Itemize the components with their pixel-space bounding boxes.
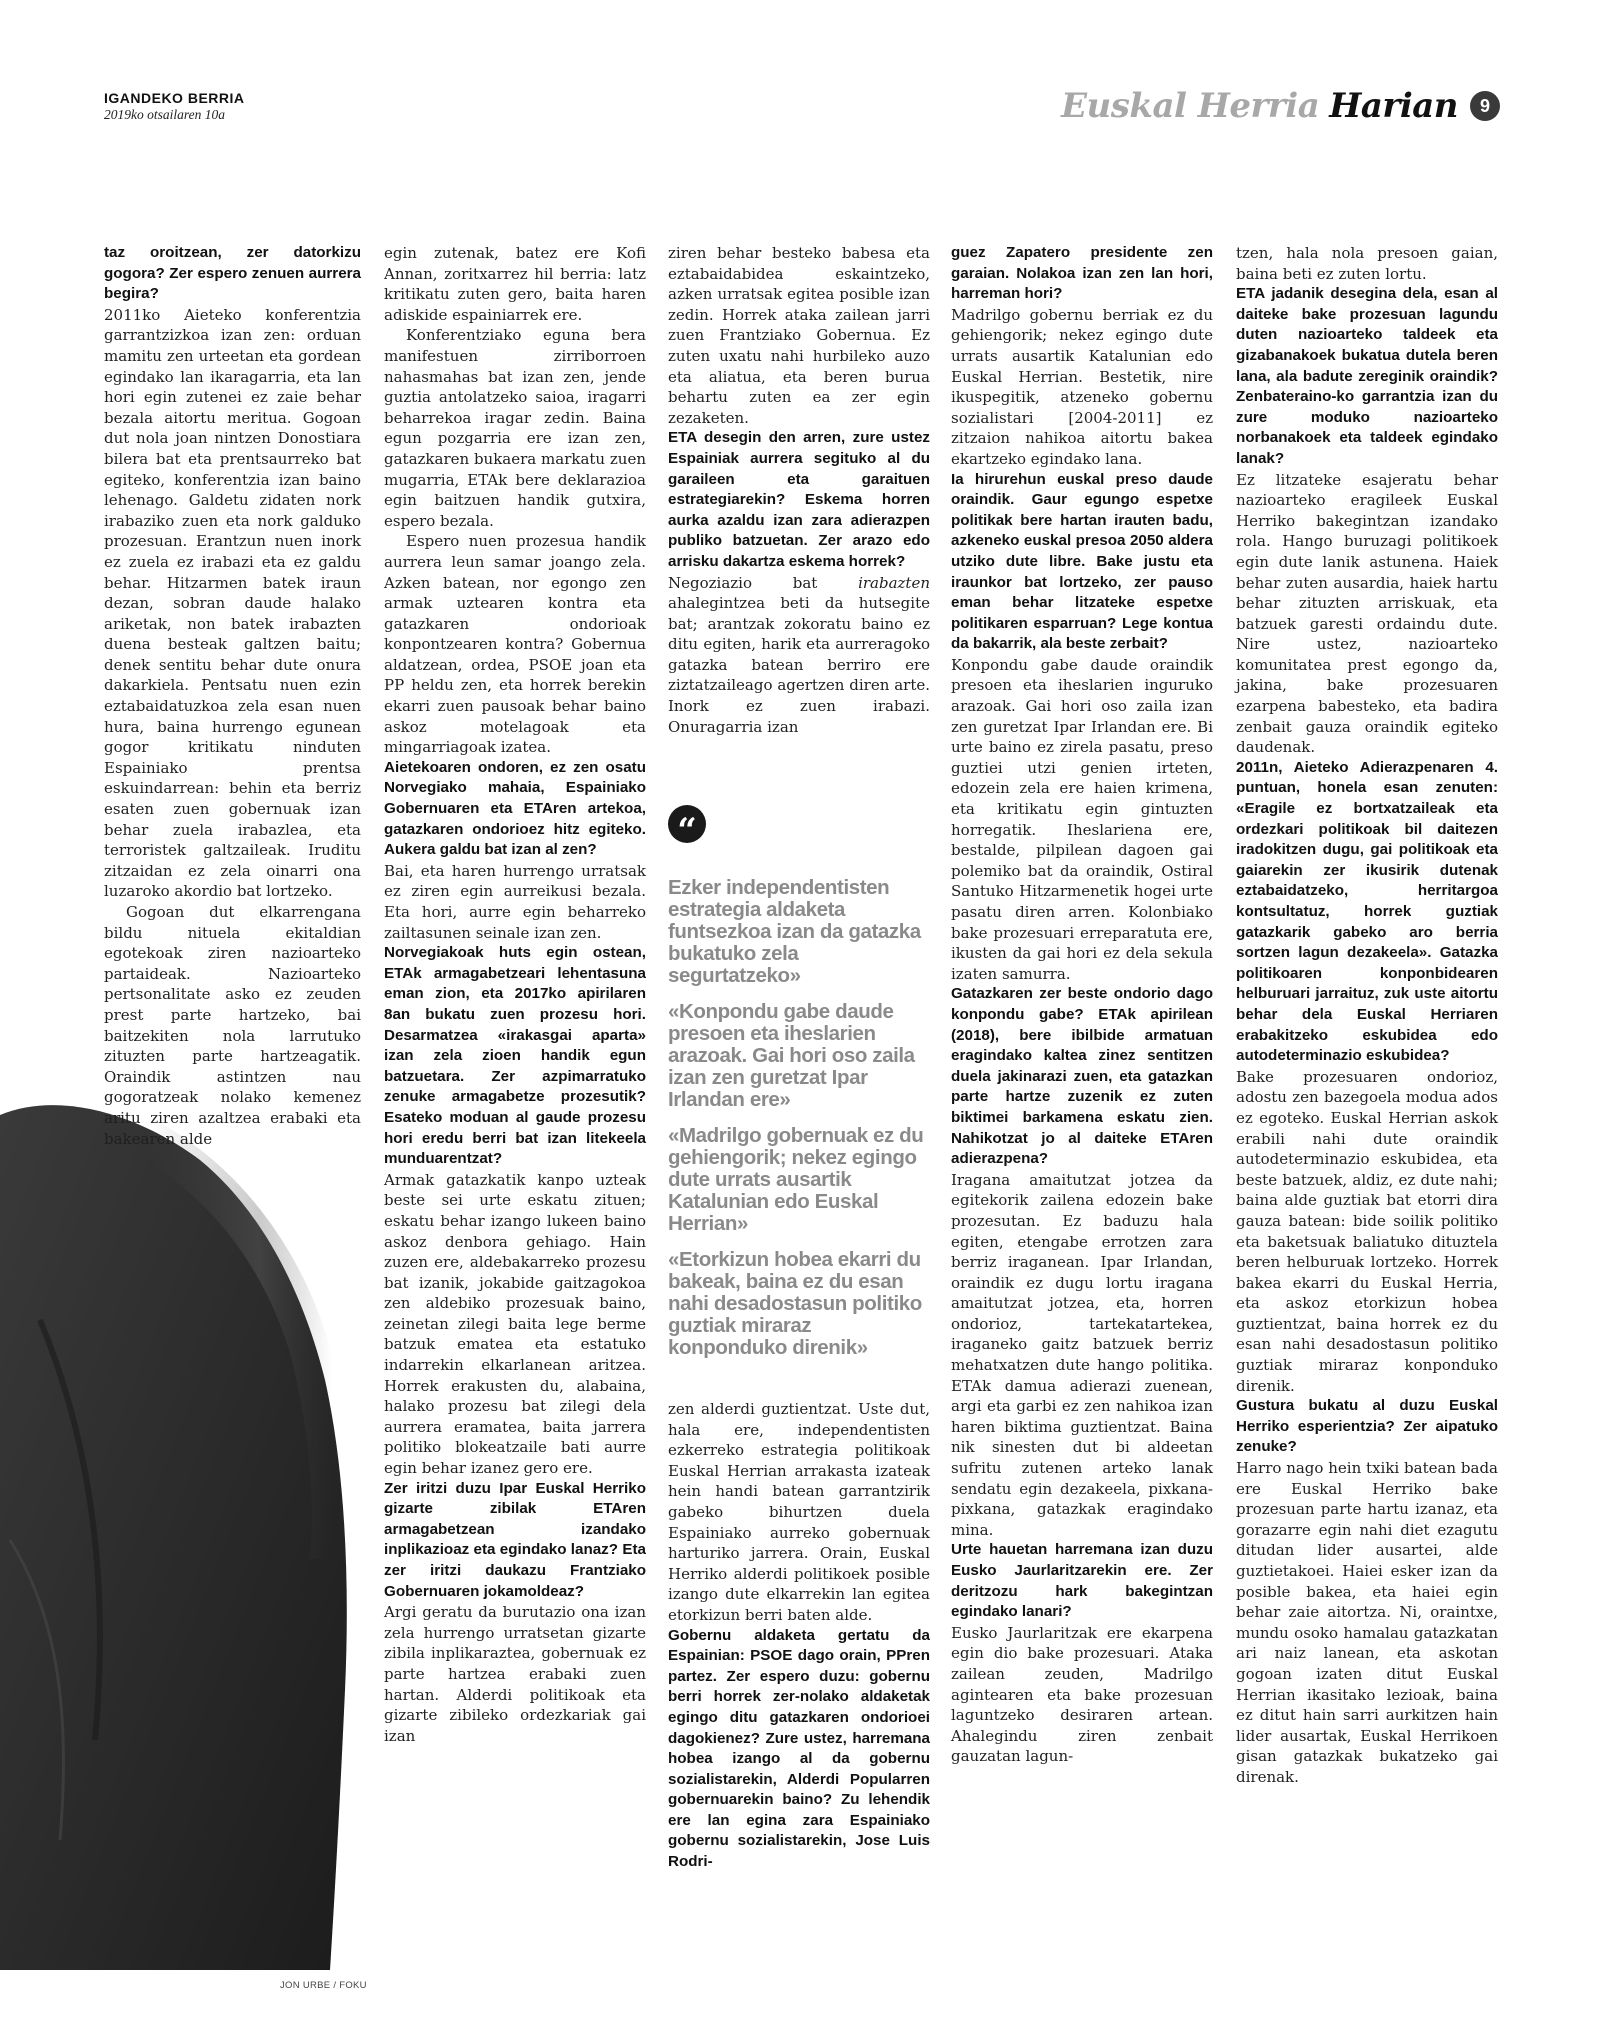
interview-question: Gatazkaren zer beste ondorio dago konpondu gabe? ETAk apirilean (2018), bere ibilbide armatuan eragindako kaltea zinez sentitzen duela jakinarazi zuen, eta gatazkan parte hartze zuzenik ez zuten biktimei barkamena eskatu zien. Nahikotzat jo al daiteke ETAren adierazpena?: [951, 985, 1213, 1168]
answer-paragraph: ziren behar besteko babesa eta eztabaidabidea eskaintzeko, azken urratsak egitea posible izan zedin. Horrek ataka zailean jarri zuen Frantziako Gobernua. Ez zuten uxatu nahi hurbileko auzo eta aliatua, eta beren burua behartu zuten ea zer egin zezaketen.: [668, 244, 930, 427]
answer-paragraph: Eusko Jaurlaritzak ere ekarpena egin dio bake prozesuari. Ataka zailean zeuden, Madrilgo agintearen eta bake prozesuan laguntzeko desiraren artean. Ahalegindu ziren zenbait gauzatan lagun-: [951, 1623, 1213, 1766]
text-run: Negoziazio bat: [668, 573, 859, 592]
answer-paragraph: Harro nago hein txiki batean bada ere Euskal Herriko bake prozesuan parte hartu izanaz, eta gorazarre egin nahi diet ezagutu ditudan lider ausartei, alde guztietakoei. Haiei esker izan da posible bakea, eta haiei egin behar zaie aitortza. Ni, oraintxe, mundu osoko hamalau gatazkatan ari naiz lanean, eta askotan gogoan izaten ditut Euskal Herrian ikasitako lezioak, baina ez ditut hain sarri aurkitzen hain lider ausartak, Euskal Herrikoen gisan gatazkak bukatzeko gai direnak.: [1236, 1459, 1498, 1786]
answer-paragraph: Iragana amaitutzat jotzea da egitekorik zailena edozein bake prozesutan. Ez baduzu hala egiten, etengabe errotzen zara berriz iraganean. Ipar Irlandan, oraindik ez dugu lortu iragana amaitutzat jotzea, eta, horren ondorioz, tartekatartekea, iraganeko gaitz batzuek berriz mehatxatzen dute hango politika. ETAk damua adierazi zuenean, argi eta garbi ez zen nahikoa izan haren biktima guztientzat. Baina nik sinesten dut bi aldeetan sufritu zutenen arteko lanak sendatu egin dezakeela, pixkana-pixkana, gatazkak eragindako mina.: [951, 1170, 1213, 1539]
section-header: [1061, 86, 1500, 126]
pull-quote: «Madrilgo gobernuak ez du gehiengorik; nekez egingo dute urrats ausartik Katalunian edo Euskal Herrian»: [668, 1124, 924, 1235]
answer-paragraph: Ez litzateke esajeratu behar nazioarteko eragileek Euskal Herriko bakegintzan izandako rola. Hango buruzagi politikoek egin dute lanik astunena. Haiek behar zuten ausardia, haiek hartu behar zituzten arriskuak, eta batzuek garesti ordaindu dute. Nire ustez, nazioarteko komunitatea prest egongo da, jakina, bake prozesuaren ezarpena babesteko, eta badira zenbait gauza oraindik egiteko daudenak.: [1236, 470, 1498, 757]
text-column-2: [384, 243, 646, 1746]
answer-paragraph: Konpondu gabe daude oraindik presoen eta iheslarien inguruko arazoak. Gai hori oso zaila izan zen guretzat Ipar Irlandan ere. Bi urte baino ez zirela pasatu, preso guztiei utzi genien irteten, edozein zela ere haien krimena, eta kritikatu egin gintuzten horregatik. Iheslariena ere, bestalde, pilpilean dagoen gai polemiko bat da oraindik, Ostiral Santuko Hitzarmenetik hogei urte pasatu diren arren. Kolonbiako bake prozesuari erreparatuta ere, ikusten da gai hori ez dela sekula izaten samurra.: [951, 655, 1213, 983]
interview-question: ETA jadanik desegina dela, esan al daiteke bake prozesuan lagundu duten nazioarteko taldeek eta gizabanakoek bukatua dutela beren lana, ala badute zereginik oraindik? Zenbateraino-ko garrantzia izan du zure moduko nazioarteko norbanakoek eta taldeek egindako lanak?: [1236, 285, 1498, 467]
interview-question: Urte hauetan harremana izan duzu Eusko Jaurlaritzarekin ere. Zer deritzozu hark bakegintzan egindako lanari?: [951, 1541, 1213, 1621]
answer-paragraph: egin zutenak, batez ere Kofi Annan, zoritxarrez hil berria: latz kritikatu zuten gero, baita haren adiskide espainiarrek ere.: [384, 244, 646, 324]
interview-question: taz oroitzean, zer datorkizu gogora? Zer espero zenuen aurrera begira?: [104, 244, 361, 303]
answer-paragraph: [668, 573, 930, 738]
interview-question: Gustura bukatu al duzu Euskal Herriko esperientzia? Zer aipatuko zenuke?: [1236, 1397, 1498, 1456]
text-column-5: [1236, 243, 1498, 1788]
interview-question: ETA desegin den arren, zure ustez Espainiak aurrera segituko al du garaileen eta garaituen estrategiarekin? Eskema horren aurka azaldu izan zara adierazpen publiko batzuetan. Zer arazo edo arrisku dakartza eskema horrek?: [668, 429, 930, 570]
text-column-1: [104, 243, 361, 1149]
interview-question: Ia hirurehun euskal preso daude oraindik. Gaur egungo espetxe politikak bere hartan irauten badu, azkeneko euskal presoa 2050 aldera utziko dute libre. Bake justu eta iraunkor bat lortzeko, zer pauso eman behar litzateke espetxe politikaren esparruan? Lege kontua da bakarrik, ala beste zerbait?: [951, 470, 1213, 653]
pull-quote-block: [668, 805, 930, 1373]
answer-paragraph: zen alderdi guztientzat. Uste dut, hala ere, independentisten ezkerreko estrategia politikoak Euskal Herrian arrakasta izateak hein handi batean garrantzirik gabeko bihurtzen duela Espainiako aurreko gobernuak harturiko jarrera. Orain, Euskal Herriko alderdi politikoek posible izango dute elkarrekin lan egitea etorkizun berri baten alde.: [668, 1400, 930, 1624]
photo-credit: JON URBE / FOKU: [280, 1980, 367, 1991]
italic-term: irabazten: [858, 573, 930, 592]
photo-shoulder-silhouette: [0, 1020, 370, 1970]
text-column-4: [951, 243, 1213, 1767]
answer-paragraph: Madrilgo gobernu berriak ez du gehiengorik; nekez egingo dute urrats ausartik Katalunian edo Euskal Herrian. Bestetik, nire ikuspegitik, atzeneko gobernu sozialistari [2004-2011] ez zitzaion nahikoa aitortu bakea ekartzeko egindako lana.: [951, 305, 1213, 468]
interview-question: Norvegiakoak huts egin ostean, ETAk armagabetzeari lehentasuna eman zion, eta 2017ko apirilaren 8an bukatu zuen prozesu hori. Desarmatzea «irakasgai aparta» izan zela zioen handik egun batzuetara. Zer azpimarratuko zenuke armagabetze prozesutik? Esateko moduan al gaude prozesu hori eredu berri bat izan litekeela munduarentzat?: [384, 944, 646, 1168]
section-title-light: Euskal Herria: [1061, 86, 1320, 126]
answer-paragraph: Konferentziako eguna bera manifestuen zirriborroen nahasmahas bat izan zen, jende guztia antolatzeko saioa, iragarri beharrekoa iragar zedin. Baina egun pozgarria ere izan zen, gatazkaren bukaera markatu zuen mugarria, ETAk bere deklarazioa egin baitzuen handik gutxira, espero bezala.: [384, 326, 646, 530]
text-column-3: [668, 243, 930, 737]
answer-paragraph: Espero nuen prozesua handik aurrera leun samar joango zela. Azken batean, nor egongo zen armak uztearen kontra eta gatazkaren ondorioak konpontzearen kontra? Gobernua aldatzean, ordea, PSOE joan eta PP heldu zen, eta horrek berekin ekarri zuen pausoak behar baino askoz motelagoak eta mingarriagoak izatea.: [384, 532, 646, 757]
answer-paragraph: Gogoan dut elkarrengana bildu nituela ekitaldian egotekoak ziren nazioarteko partaideak. Nazioarteko pertsonalitate asko ez zeuden prest parte hartzeko, bai baitzekiten nola larrutuko zituzten parte hartzeagatik. Oraindik astintzen nau gogoratzeak nolako kemenez aritu ziren azaltzea erabaki eta bakearen alde: [104, 903, 361, 1148]
interview-question: Aietekoaren ondoren, ez zen osatu Norvegiako mahaia, Espainiako Gobernuaren eta ETAren artekoa, gatazkaren ondorioez hitz egiteko. Aukera galdu bat izan al zen?: [384, 758, 646, 859]
publication-date: 2019ko otsailaren 10a: [104, 107, 225, 122]
text-run: ahalegintzea beti da hutsegite bat; arantzak zokoratu baino ez ditu egiten, harik eta aurreragoko gatazka batean berriro ere ziztatzaileago agertzen diren arte. Inork ez zuen irabazi. Onuragarria izan: [668, 594, 930, 736]
pull-quote: «Etorkizun hobea ekarri du bakeak, baina ez du esan nahi desadostasun politiko guztiak miraraz konponduko direnik»: [668, 1248, 922, 1359]
pull-quote: Ezker independentisten estrategia aldaketa funtsezkoa izan da gatazka bukatuko zela segurtatzeko»: [668, 876, 921, 987]
quote-mark-icon: “: [668, 805, 706, 843]
section-title-dark: Harian: [1329, 86, 1458, 126]
pull-quote: «Konpondu gabe daude presoen eta iheslarien arazoak. Gai hori oso zaila izan zen guretzat Ipar Irlandan ere»: [668, 1000, 915, 1111]
answer-paragraph: tzen, hala nola presoen gaian, baina beti ez zuten lortu.: [1236, 244, 1498, 283]
interview-question: guez Zapatero presidente zen garaian. Nolakoa izan zen lan hori, harreman hori?: [951, 244, 1213, 303]
masthead-left: [104, 90, 245, 123]
answer-paragraph: Armak gatazkatik kanpo uzteak beste sei urte eskatu zituen; eskatu behar izango lukeen baino askoz denbora gehiago. Hain zuzen ere, aldebakarreko prozesu bat izanik, jokabide gaitzagokoa zen aldebiko prozesuak baino, zeinetan zilegi baita lege berme batzuk ematea eta estatuko indarrekin elkarlanean aritzea. Horrek erakusten du, alabaina, halako prozesu bat zilegi dela aurrera eramatea, baita jarrera politiko blokeatzaile bati aurre egin behar izanez gero ere.: [384, 1170, 646, 1478]
interview-photo: [0, 1020, 370, 1970]
answer-paragraph: Bai, eta haren hurrengo urratsak ez ziren egin aurreikusi bezala. Eta hori, aurre egin beharreko zailtasunen seinale izan zen.: [384, 861, 646, 942]
text-column-3-continued: [668, 1399, 930, 1873]
answer-paragraph: Bake prozesuaren ondorioz, adostu zen bazegoela modua ados ez egoteko. Euskal Herrian askok erabili nahi dute oraindik autodeterminazio eskubidea, eta beste batzuek, aldiz, ez dute nahi; baina alde guztiak bat etorri dira gauza batean: bide soilik politiko eta baketsuak baliatuko dituztela beren helburuak lortzeko. Horrek bakea ekarri du Euskal Herria, eta askoz etorkizun hobea guztientzat, baina horrek ez du esan nahi desadostasun politiko guztiak miraraz konponduko direnik.: [1236, 1067, 1498, 1395]
answer-paragraph: 2011ko Aieteko konferentzia garrantzizkoa izan zen: orduan mamitu zen urteetan eta gordean egindako lan ikaragarria, eta lan hori egin zutenei ez zaie behar bezala aitortu meritua. Gogoan dut nola joan nintzen Donostiara bilera bat eta prentsaurreko bat egiteko, konferentzia izan baino lehenago. Galdetu zidaten nork irabaziko zuen eta nork galduko prozesuan. Erantzun nuen inork ez zuela ez irabazi eta ez galdu behar. Hitzarmen batek iraun dezan, sobran daude halako ariketak, non batek irabazten duena besteak galtzen baitu; denek sentitu behar dute onura dakarkiela. Pentsatu nuen ezin eztabaidatuzkoa zela esan nuen hura, baina hurrengo egunean gogor kritikatu ninduten Espainiako prentsa eskuindarrean: behin eta berriz esaten zuen gobernuak izan behar zuela irabazlea, eta terroristek galtzaileak. Iruditu zitzaidan ez zela oinarri ona luzaroko akordio bat lortzeko.: [104, 305, 361, 901]
interview-question: Zer iritzi duzu Ipar Euskal Herriko gizarte zibilak ETAren armagabetzean izandako inplikazioaz eta egindako lanaz? Eta zer iritzi daukazu Frantziako Gobernuaren jokamoldeaz?: [384, 1479, 646, 1600]
publication-name: IGANDEKO BERRIA: [104, 90, 245, 106]
interview-question: 2011n, Aieteko Adierazpenaren 4. puntuan, honela esan zenuten: «Eragile ez bortxatzaileak eta ordezkari politikoak bil daitezen iradokitzen dugu, gai politikoak eta gaiarekin zer ikusirik dutenak eztabaidatzeko, herritargoa kontsultatuz, horrek guztiak gatazkarik gabeko aro berria sortzen lagun dezakeela». Gatazka politikoaren konponbidearen helburuari jarraituz, zuk uste aitortu behar dela Euskal Herriaren erabakitzeko eskubidea edo autodeterminazio eskubidea?: [1236, 758, 1498, 1065]
page-number-badge: 9: [1470, 91, 1500, 121]
answer-paragraph: Argi geratu da burutazio ona izan zela hurrengo urratsetan gizarte zibila inplikaraztea, gobernuak ez parte hartzea erabaki zuen hartan. Alderdi politikoak eta gizarte zibileko ordezkariak gai izan: [384, 1603, 646, 1745]
interview-question: Gobernu aldaketa gertatu da Espainian: PSOE dago orain, PPren partez. Zer espero duzu: gobernu berri horrek zer-nolako aldaketak egingo ditu gatazkaren ondorioei dagokienez? Zure ustez, harremana hobea izango al da gobernu sozialistarekin, Alderdi Popularren gobernuarekin baino? Zu lehendik ere lan egina zara Espainiako gobernu sozialistarekin, Jose Luis Rodri-: [668, 1626, 930, 1871]
